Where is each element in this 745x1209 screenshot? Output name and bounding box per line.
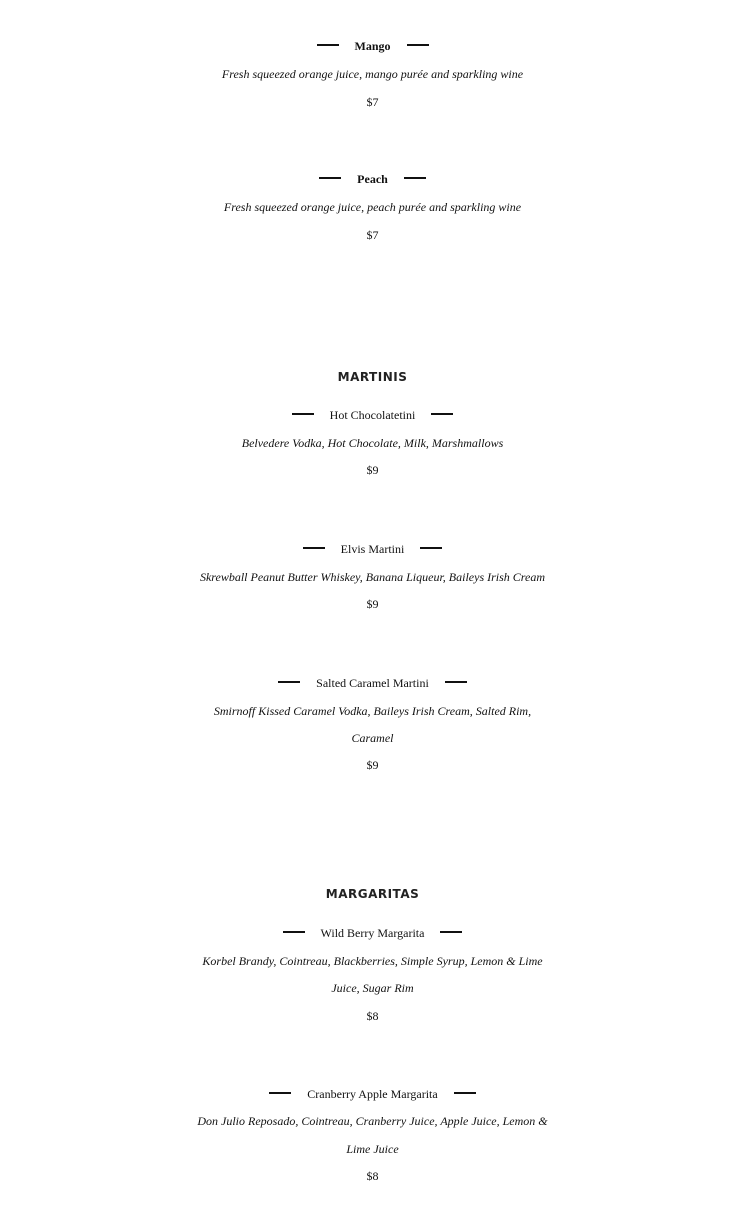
- item-name: Mango: [354, 39, 391, 53]
- dash-left: [317, 44, 339, 46]
- item-description: Lime Juice: [346, 1142, 399, 1156]
- dash-left: [283, 931, 305, 933]
- dash-left: [292, 413, 314, 415]
- item-name-row: [0, 1088, 745, 1100]
- item-name-row: [0, 40, 745, 52]
- dash-right: [407, 44, 429, 46]
- dash-left: [269, 1092, 291, 1094]
- dash-right: [431, 413, 453, 415]
- item-name: Cranberry Apple Margarita: [307, 1087, 438, 1101]
- item-description: Belvedere Vodka, Hot Chocolate, Milk, Marshmallows: [241, 436, 504, 450]
- item-name-row: [0, 677, 745, 689]
- item-price: $8: [366, 1009, 379, 1023]
- item-description: Skrewball Peanut Butter Whiskey, Banana Liqueur, Baileys Irish Cream: [199, 570, 546, 584]
- item-description: Juice, Sugar Rim: [331, 981, 414, 995]
- item-name: Elvis Martini: [340, 542, 405, 556]
- dash-left: [278, 681, 300, 683]
- section-heading: MARGARITAS: [325, 887, 420, 901]
- dash-right: [445, 681, 467, 683]
- dash-right: [420, 547, 442, 549]
- item-description: Korbel Brandy, Cointreau, Blackberries, Simple Syrup, Lemon & Lime: [202, 954, 543, 968]
- item-price: $9: [366, 597, 379, 611]
- item-name: Hot Chocolatetini: [329, 408, 416, 422]
- item-description: Fresh squeezed orange juice, mango purée and sparkling wine: [221, 67, 524, 81]
- item-name-row: [0, 409, 745, 421]
- item-description: Smirnoff Kissed Caramel Vodka, Baileys Irish Cream, Salted Rim,: [213, 704, 532, 718]
- item-name: Wild Berry Margarita: [320, 926, 425, 940]
- dash-right: [440, 931, 462, 933]
- item-description: Don Julio Reposado, Cointreau, Cranberry Juice, Apple Juice, Lemon &: [197, 1114, 548, 1128]
- item-price: $8: [366, 1169, 379, 1183]
- dash-right: [454, 1092, 476, 1094]
- dash-left: [319, 177, 341, 179]
- item-price: $9: [366, 758, 379, 772]
- item-name: Salted Caramel Martini: [316, 676, 429, 690]
- item-price: $9: [366, 463, 379, 477]
- item-name-row: [0, 543, 745, 555]
- section-heading: MARTINIS: [337, 370, 408, 384]
- dash-left: [303, 547, 325, 549]
- item-name-row: [0, 927, 745, 939]
- item-name: Peach: [357, 172, 388, 186]
- item-description: Caramel: [351, 731, 394, 745]
- item-price: $7: [366, 95, 379, 109]
- item-price: $7: [366, 228, 379, 242]
- item-name-row: [0, 173, 745, 185]
- item-description: Fresh squeezed orange juice, peach purée and sparkling wine: [223, 200, 522, 214]
- dash-right: [404, 177, 426, 179]
